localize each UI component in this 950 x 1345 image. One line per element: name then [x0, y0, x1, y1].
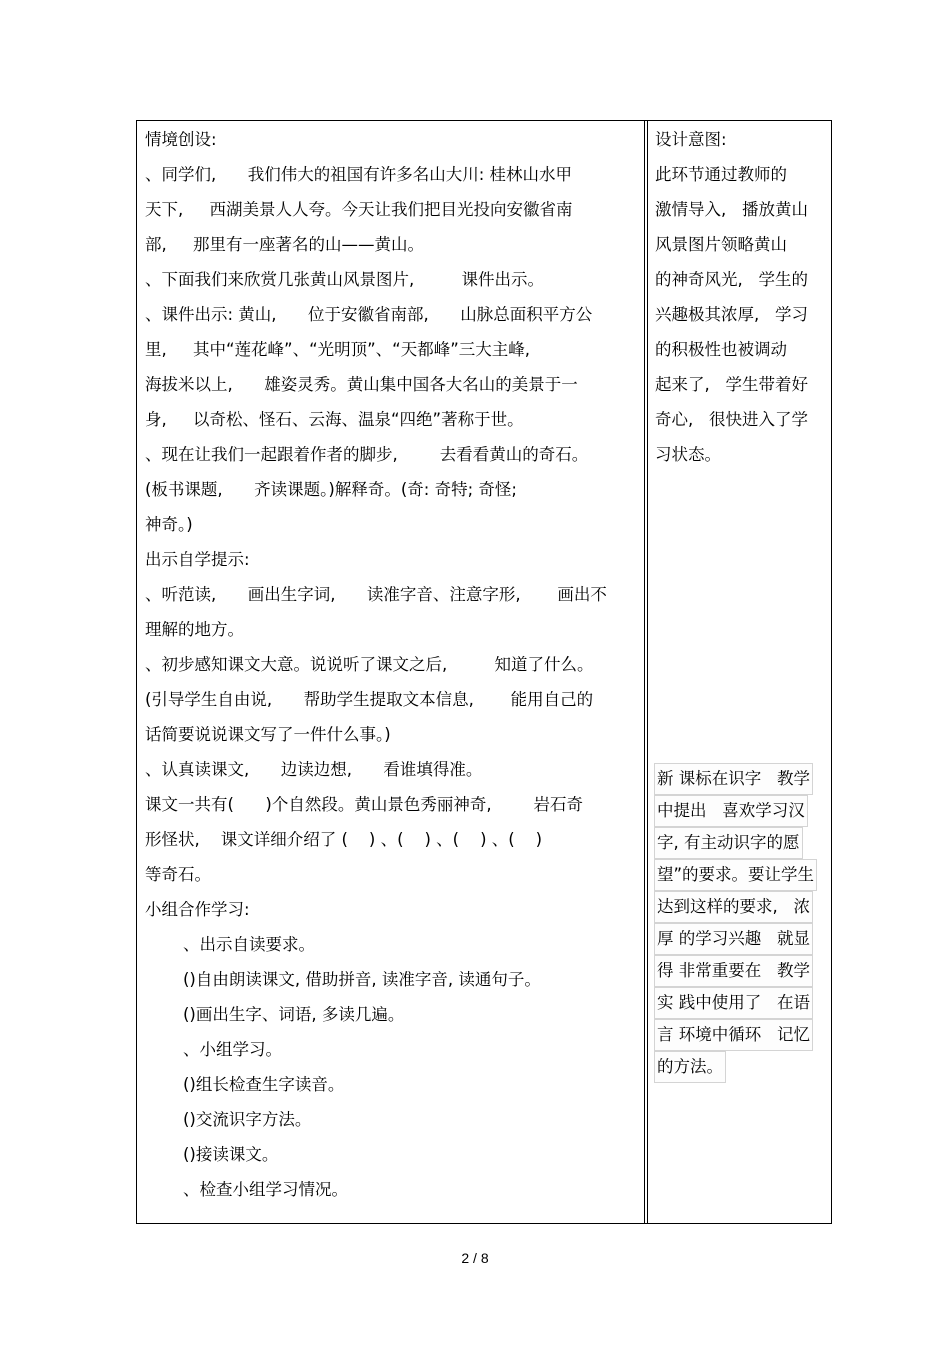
content-line: ()画出生字、词语, 多读几遍。 — [183, 1005, 405, 1024]
intent-line: 设计意图: — [655, 130, 727, 149]
note-line — [654, 955, 826, 987]
content-line: 等奇石。 — [145, 865, 211, 884]
intent-line: 的神奇风光, 学生的 — [655, 270, 808, 289]
note-line — [654, 827, 826, 859]
content-line: 海拔米以上, 雄姿灵秀。黄山集中国各大名山的美景于一 — [145, 375, 578, 394]
content-line: 里, 其中“莲花峰”、“光明顶”、“天都峰”三大主峰, — [145, 340, 531, 359]
note-line — [654, 923, 826, 955]
note-line — [654, 1019, 826, 1051]
content-line: (板书课题, 齐读课题。)解释奇。(奇: 奇特; 奇怪; — [145, 480, 517, 499]
content-line: 、现在让我们一起跟着作者的脚步, 去看看黄山的奇石。 — [145, 445, 589, 464]
intent-line: 兴趣极其浓厚, 学习 — [655, 305, 808, 324]
content-line: 课文一共有( )个自然段。黄山景色秀丽神奇, 岩石奇 — [145, 795, 584, 814]
note-line-text: 实 践中使用了 在语 — [654, 987, 813, 1019]
note-line-text: 得 非常重要在 教学 — [654, 955, 813, 987]
content-line: 话简要说说课文写了一件什么事。) — [145, 725, 391, 744]
note-line-text: 新 课标在识字 教学 — [654, 763, 813, 795]
content-line: 形怪状, 课文详细介绍了 ( ) 、( ) 、( ) 、( ) — [145, 830, 543, 849]
content-line: 、同学们, 我们伟大的祖国有许多名山大川: 桂林山水甲 — [145, 165, 573, 184]
intent-line: 习状态。 — [655, 445, 721, 464]
column-divider — [644, 120, 648, 1224]
content-line: ()组长检查生字读音。 — [183, 1075, 345, 1094]
content-line: 理解的地方。 — [145, 620, 244, 639]
content-line: 小组合作学习: — [145, 900, 250, 919]
note-line-text: 厚 的学习兴趣 就显 — [654, 923, 813, 955]
note-line-text: 中提出 喜欢学习汉 — [654, 795, 808, 827]
note-line-text: 字, 有主动识字的愿 — [654, 827, 803, 859]
content-line: 、听范读, 画出生字词, 读准字音、注意字形, 画出不 — [145, 585, 607, 604]
content-line: ()交流识字方法。 — [183, 1110, 312, 1129]
note-line-text: 达到这样的要求, 浓 — [654, 891, 813, 923]
content-line: 、下面我们来欣赏几张黄山风景图片, 课件出示。 — [145, 270, 544, 289]
content-line: 、课件出示: 黄山, 位于安徽省南部, 山脉总面积平方公 — [145, 305, 593, 324]
content-line: 、认真读课文, 边读边想, 看谁填得准。 — [145, 760, 483, 779]
content-line: (引导学生自由说, 帮助学生提取文本信息, 能用自己的 — [145, 690, 594, 709]
content-line: ()自由朗读课文, 借助拼音, 读准字音, 读通句子。 — [183, 970, 541, 989]
annotation-note — [654, 763, 826, 1083]
note-line-text: 言 环境中循环 记忆 — [654, 1019, 813, 1051]
note-line — [654, 795, 826, 827]
note-line-text: 的方法。 — [654, 1051, 726, 1083]
intent-line: 此环节通过教师的 — [655, 165, 787, 184]
teaching-content-column — [145, 122, 640, 1207]
note-line — [654, 891, 826, 923]
content-line: 情境创设: — [145, 130, 217, 149]
intent-line: 起来了, 学生带着好 — [655, 375, 808, 394]
note-line — [654, 1051, 826, 1083]
page-number: 2 / 8 — [461, 1250, 489, 1266]
intent-line: 风景图片领略黄山 — [655, 235, 787, 254]
content-line: 天下, 西湖美景人人夸。今天让我们把目光投向安徽省南 — [145, 200, 573, 219]
content-line: 、检查小组学习情况。 — [183, 1180, 348, 1199]
note-line — [654, 987, 826, 1019]
intent-line: 奇心, 很快进入了学 — [655, 410, 808, 429]
design-intent-column — [655, 122, 827, 472]
note-line — [654, 763, 826, 795]
intent-line: 的积极性也被调动 — [655, 340, 787, 359]
content-line: 、初步感知课文大意。说说听了课文之后, 知道了什么。 — [145, 655, 594, 674]
content-line: 身, 以奇松、怪石、云海、温泉“四绝”著称于世。 — [145, 410, 524, 429]
intent-line: 激情导入, 播放黄山 — [655, 200, 808, 219]
content-line: ()接读课文。 — [183, 1145, 279, 1164]
content-line: 部, 那里有一座著名的山——黄山。 — [145, 235, 424, 254]
content-line: 出示自学提示: — [145, 550, 250, 569]
content-line: 、出示自读要求。 — [183, 935, 315, 954]
note-line — [654, 859, 826, 891]
content-line: 、小组学习。 — [183, 1040, 282, 1059]
note-line-text: 望”的要求。要让学生 — [654, 859, 817, 891]
content-line: 神奇。) — [145, 515, 193, 534]
